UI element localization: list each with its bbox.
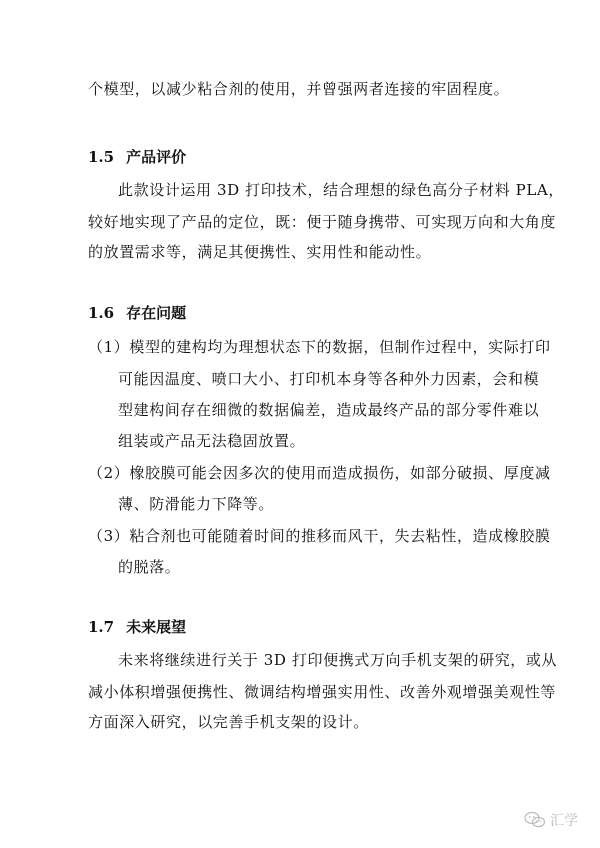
list-item-line: 组装或产品无法稳固放置。 (118, 432, 306, 450)
list-item-line: 可能因温度、喷口大小、打印机本身等各种外力因素，会和模 (118, 370, 540, 388)
list-item-line: 的脱落。 (118, 558, 181, 576)
paragraph-line: 方面深入研究，以完善手机支架的设计。 (88, 713, 369, 731)
list-item-line: 型建构间存在细微的数据偏差，造成最终产品的部分零件难以 (118, 401, 540, 419)
section-title: 存在问题 (126, 304, 187, 322)
list-item-line: （2）橡胶膜可能会因多次的使用而造成损伤，如部分破损、厚度减 (88, 464, 551, 482)
paragraph-line: 个模型，以减少粘合剂的使用，并曾强两者连接的牢固程度。 (88, 80, 510, 98)
section-number: 1.5 (88, 148, 115, 166)
section-number: 1.6 (88, 304, 115, 322)
paragraph-line: 未来将继续进行关于 3D 打印便携式万向手机支架的研究，或从 (118, 651, 558, 669)
watermark (524, 810, 578, 830)
paragraph-line: 的放置需求等，满足其便携性、实用性和能动性。 (88, 243, 432, 261)
watermark-text: 汇学 (550, 813, 578, 829)
section-title: 未来展望 (126, 618, 187, 636)
section-number: 1.7 (88, 618, 115, 636)
paragraph-line: 减小体积增强便携性、微调结构增强实用性、改善外观增强美观性等 (88, 683, 557, 701)
paragraph-line: 较好地实现了产品的定位，既：便于随身携带、可实现万向和大角度 (88, 213, 557, 231)
list-item-line: 薄、防滑能力下降等。 (118, 495, 275, 513)
section-heading-1-7 (88, 618, 186, 636)
list-item-line: （1）模型的建构均为理想状态下的数据，但制作过程中，实际打印 (88, 338, 551, 356)
section-heading-1-5 (88, 148, 186, 166)
section-title: 产品评价 (126, 148, 187, 166)
paragraph-line: 此款设计运用 3D 打印技术，结合理想的绿色高分子材料 PLA， (118, 181, 564, 199)
section-heading-1-6 (88, 304, 186, 322)
list-item-line: （3）粘合剂也可能随着时间的推移而风干，失去粘性，造成橡胶膜 (88, 527, 551, 545)
wechat-icon (524, 811, 546, 829)
